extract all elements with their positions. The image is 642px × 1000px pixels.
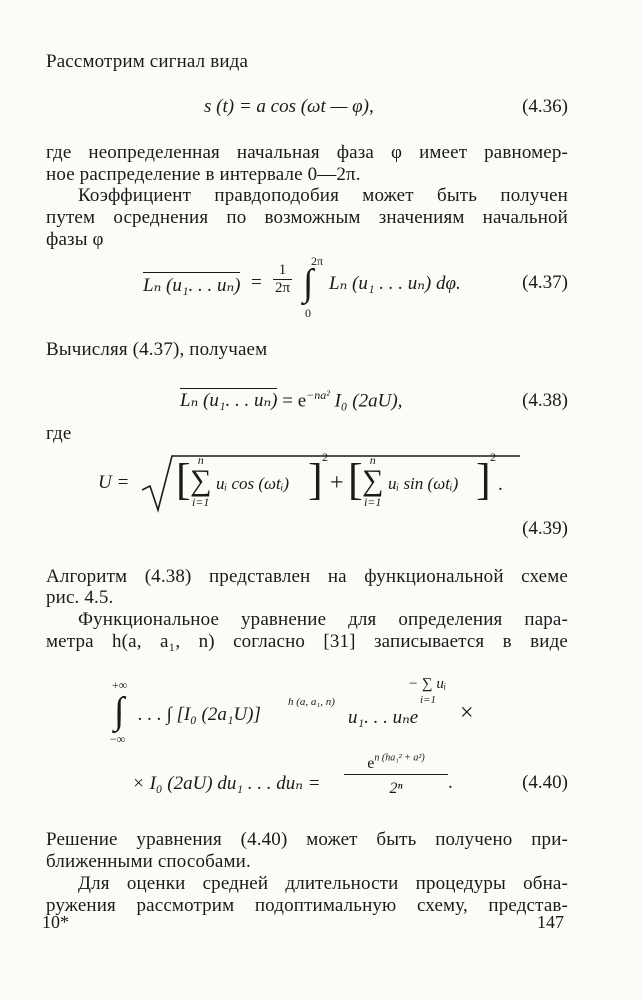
text-line: метра h(a, a₁, n) согласно [31] записывается в виде [46,631,568,652]
right-bracket: ] [476,455,491,504]
text-line: где [46,423,72,444]
left-bracket: [ [176,455,191,504]
sum-upper: n [369,453,376,467]
fraction [273,262,292,297]
page-number: 147 [537,912,564,932]
text-line: ружения рассмотрим подоптимальную схему, представ- [46,895,568,916]
fraction-numerator [344,752,448,775]
text-line: Решение уравнения (4.40) может быть получено при- [46,829,568,850]
sum-lower: i=1 [363,495,382,509]
equation-4-38 [180,388,402,412]
square-exponent: 2 [490,450,496,464]
exp-base: e [367,755,375,772]
equation-number: (4.39) [522,518,568,539]
u-definition-lhs: U = [98,472,130,493]
left-bracket: [ [348,455,363,504]
text-line: рис. 4.5. [46,587,114,608]
equation-number: (4.36) [522,96,568,117]
text-line: Алгоритм (4.38) представлен на функциональной схеме [46,566,568,587]
integrand: Lₙ (u₁ . . . uₙ) dφ. [329,273,461,294]
exponent-base: = e [282,390,307,412]
integral-lower-limit: 0 [305,306,311,320]
square-exponent: 2 [322,450,328,464]
equals-sign: = [251,272,262,293]
text-line: Для оценки средней длительности процедуры обна- [78,873,568,894]
likelihood-mean: Lₙ (u₁. . . uₙ) [143,272,240,297]
integral-sign: ∫ [114,690,125,732]
exponent: −na² [306,388,330,402]
text-line: где неопределенная начальная фаза φ имеет равномер- [46,142,568,163]
fraction-numerator: 1 [273,262,292,280]
equation-4-39 [98,450,518,520]
equation-number: (4.37) [522,272,568,293]
equation-4-36: s (t) = a cos (ωt — φ), [204,96,374,117]
text-line: путем осреднения по возможным значениям начальной [46,207,568,228]
exponent-lower: i=1 [420,694,436,706]
summation [362,454,383,508]
sigma-icon: ∑ [362,464,384,497]
signature-mark: 10* [42,912,69,932]
fraction-denominator: 2π [275,280,291,296]
equation-number: (4.40) [522,772,568,793]
sigma-icon: ∑ [190,464,212,497]
integral-sign: ∫ [303,262,314,304]
summation [190,454,211,508]
integral-upper-limit: 2π [311,254,324,268]
sum-upper: n [197,453,204,467]
integrand-tail: u₁. . . uₙe [348,707,419,728]
times-sign: × [460,700,474,726]
right-bracket: ] [308,455,323,504]
integral-lower-limit: −∞ [110,732,126,746]
equation-4-40-line2 [132,752,452,808]
text-line: Вычисляя (4.37), получаем [46,339,268,360]
period: . [498,474,503,495]
equation-number: (4.38) [522,390,568,411]
text-line: Функциональное уравнение для определения пара- [78,609,568,630]
text-line: ное распределение в интервале 0—2π. [46,164,361,185]
text-line: ближенными способами. [46,851,251,872]
text-line: Рассмотрим сигнал вида [46,51,249,72]
exp-power: n (ha₁² + a²) [374,752,425,764]
bessel-differential: × I₀ (2aU) du₁ . . . duₙ = [132,773,321,794]
integral-upper-limit: +∞ [112,678,128,692]
sin-term: uᵢ sin (ωtᵢ) [388,474,459,493]
bessel-term: I₀ (2aU), [334,390,403,412]
equation-4-40-line1 [108,672,508,752]
integrand: . . . ∫ [I₀ (2a₁U)] [138,704,261,725]
period: . [448,772,453,793]
fraction-denominator: 2ⁿ [389,780,403,797]
exponent: − ∑ uᵢ [408,676,447,692]
text-line: фазы φ [46,229,104,250]
likelihood-mean: Lₙ (u₁. . . uₙ) [180,390,278,412]
power-h: h (a, a₁, n) [288,696,335,708]
text-line: Коэффициент правдоподобия может быть получен [78,185,568,206]
cos-term: uᵢ cos (ωtᵢ) [216,474,290,493]
plus-sign: + [330,470,344,496]
sum-lower: i=1 [191,495,210,509]
